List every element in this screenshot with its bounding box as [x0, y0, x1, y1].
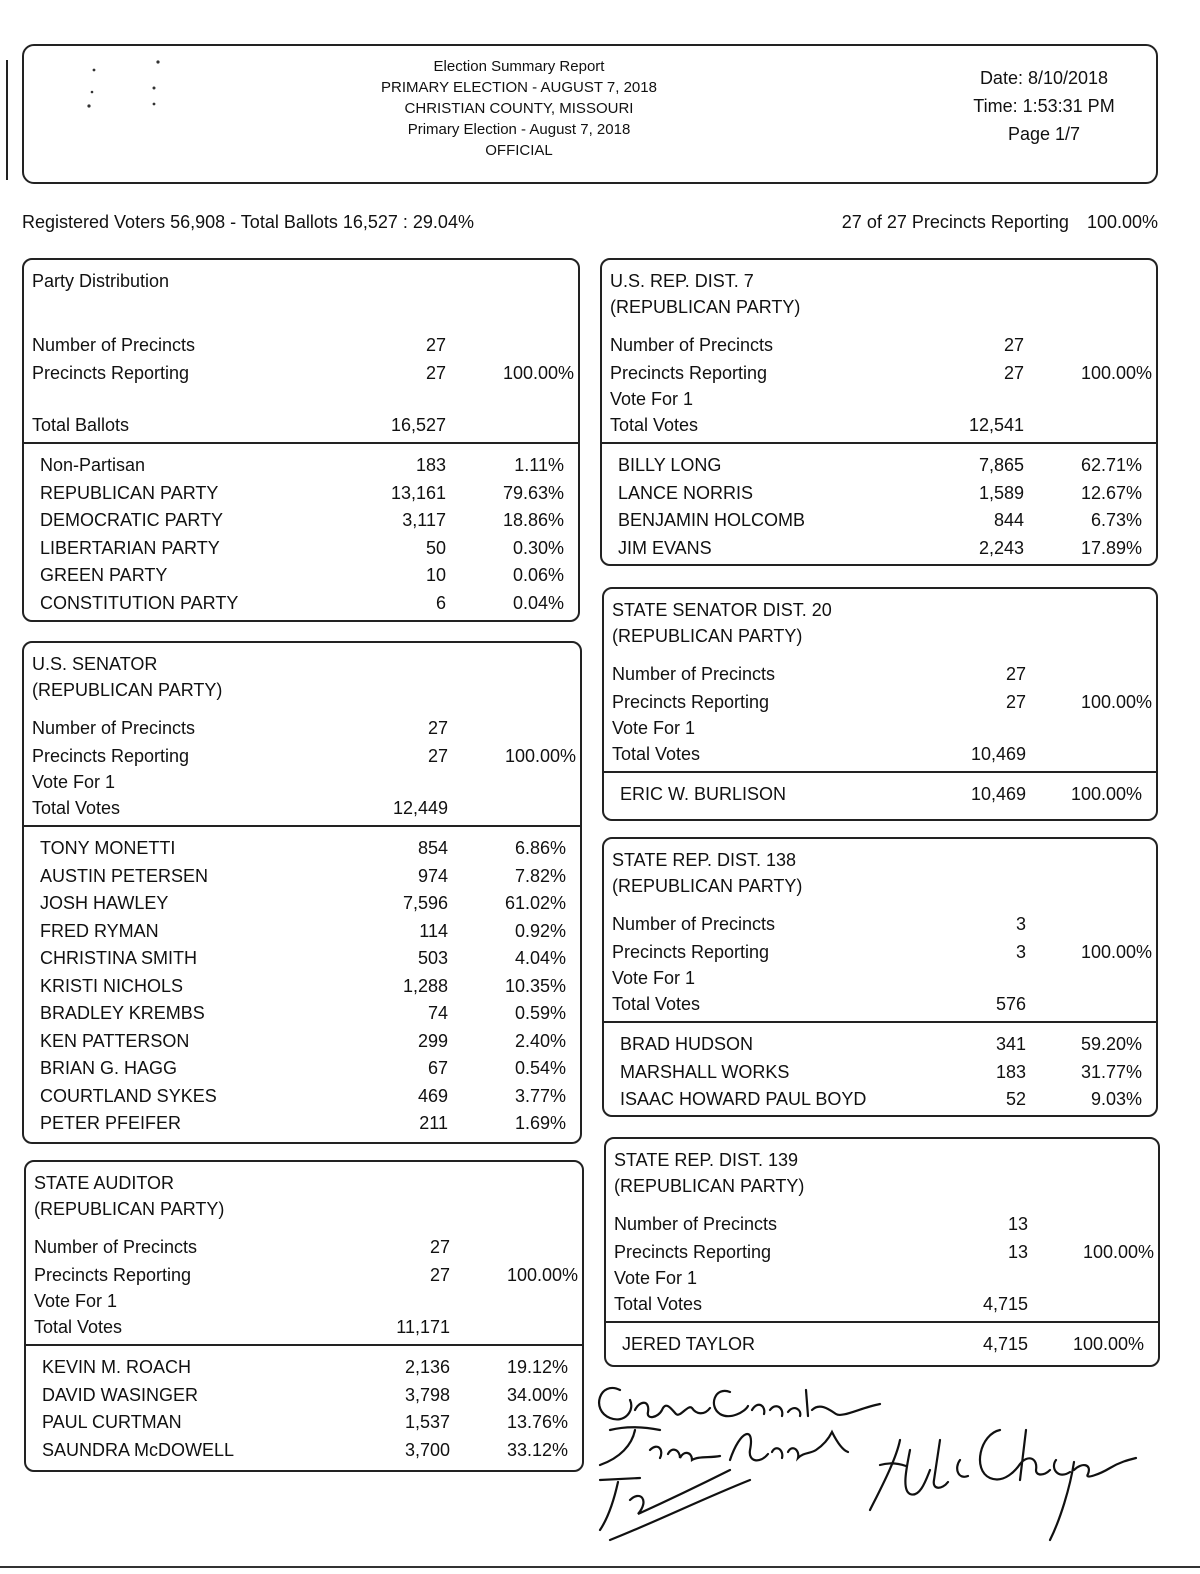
- result-votes: 7,865: [978, 455, 1024, 475]
- result-votes: 1,288: [402, 975, 448, 996]
- box-title-line: (REPUBLICAN PARTY): [32, 680, 223, 700]
- meta-value: 13: [1007, 1242, 1028, 1262]
- result-votes: 10: [425, 565, 446, 585]
- result-row: [24, 918, 580, 945]
- section-divider: [604, 1021, 1156, 1023]
- meta-row: [604, 661, 1156, 688]
- meta-row: [26, 1288, 582, 1315]
- result-percent: 1.11%: [514, 455, 564, 475]
- meta-value: 13: [1007, 1214, 1028, 1234]
- result-votes: 469: [417, 1085, 448, 1106]
- result-row: [24, 507, 578, 534]
- result-percent: 9.03%: [1090, 1089, 1142, 1109]
- section-divider: [24, 442, 578, 444]
- meta-value: 10,469: [970, 744, 1026, 764]
- box-title: [32, 268, 169, 294]
- box-title-line: (REPUBLICAN PARTY): [610, 297, 801, 317]
- county-name: CHRISTIAN COUNTY, MISSOURI: [404, 100, 634, 117]
- meta-label: Number of Precincts: [32, 335, 196, 355]
- result-percent: 0.06%: [512, 565, 564, 585]
- result-percent: 33.12%: [506, 1439, 568, 1460]
- result-label: DEMOCRATIC PARTY: [40, 510, 224, 530]
- meta-value: 27: [429, 1237, 450, 1257]
- meta-row: [602, 412, 1156, 439]
- result-percent: 0.04%: [512, 592, 564, 613]
- box-title-line: Party Distribution: [32, 271, 170, 291]
- result-votes: 503: [417, 948, 448, 968]
- result-row: [24, 890, 580, 917]
- box-title-line: U.S. REP. DIST. 7: [610, 271, 754, 291]
- meta-row: [26, 1234, 582, 1261]
- meta-row: [602, 386, 1156, 413]
- state-rep-dist-138-box: [602, 837, 1158, 1117]
- section-divider: [606, 1321, 1158, 1323]
- result-percent: 0.30%: [512, 537, 564, 558]
- result-label: CONSTITUTION PARTY: [40, 592, 239, 613]
- result-row: [604, 1086, 1156, 1113]
- result-label: SAUNDRA McDOWELL: [42, 1439, 235, 1460]
- meta-percent: 100.00%: [1080, 363, 1152, 383]
- section-divider: [602, 442, 1156, 444]
- box-title: [34, 1170, 224, 1222]
- meta-value: 27: [427, 746, 448, 766]
- meta-value: 27: [1005, 664, 1026, 684]
- meta-label: Precincts Reporting: [32, 363, 190, 383]
- meta-value: 27: [425, 363, 446, 383]
- meta-row: [606, 1265, 1158, 1292]
- section-divider: [24, 825, 580, 827]
- box-title-line: (REPUBLICAN PARTY): [612, 626, 803, 646]
- meta-row: [604, 911, 1156, 938]
- meta-row: [24, 795, 580, 822]
- result-label: BILLY LONG: [618, 455, 722, 475]
- result-label: CHRISTINA SMITH: [40, 948, 198, 968]
- result-votes: 67: [427, 1058, 448, 1078]
- meta-label: Total Votes: [612, 994, 701, 1014]
- meta-percent: 100.00%: [502, 363, 574, 383]
- result-votes: 3,117: [402, 510, 446, 530]
- meta-label: Number of Precincts: [612, 914, 776, 934]
- meta-label: Precincts Reporting: [614, 1242, 772, 1262]
- result-label: LIBERTARIAN PARTY: [40, 537, 220, 558]
- official-signatures: [580, 1370, 1140, 1560]
- result-row: [24, 835, 580, 862]
- meta-value: 576: [995, 994, 1026, 1014]
- registered-voters-text: Registered Voters 56,908 - Total Ballots 16,527 : 29.04%: [22, 212, 474, 232]
- election-name: PRIMARY ELECTION - AUGUST 7, 2018: [381, 79, 657, 96]
- scan-edge-mark: [6, 60, 8, 180]
- meta-label: Number of Precincts: [34, 1237, 198, 1257]
- meta-percent: 100.00%: [1080, 942, 1152, 962]
- result-percent: 100.00%: [1072, 1334, 1144, 1354]
- result-votes: 2,243: [978, 537, 1024, 558]
- result-votes: 7,596: [402, 893, 448, 913]
- result-row: [24, 590, 578, 617]
- meta-value: 27: [1003, 335, 1024, 355]
- result-percent: 7.82%: [514, 865, 566, 886]
- result-votes: 3,700: [404, 1439, 450, 1460]
- result-percent: 6.86%: [514, 838, 566, 858]
- result-votes: 10,469: [970, 784, 1026, 804]
- box-title-line: STATE REP. DIST. 138: [612, 850, 797, 870]
- meta-label: Vote For 1: [612, 718, 696, 738]
- result-row: [24, 562, 578, 589]
- result-row: [604, 1059, 1156, 1086]
- meta-value: 27: [1003, 363, 1024, 383]
- result-row: [602, 535, 1156, 562]
- box-title: [32, 651, 222, 703]
- meta-value: 27: [1005, 692, 1026, 712]
- result-percent: 62.71%: [1080, 455, 1142, 475]
- meta-value: 27: [429, 1265, 450, 1285]
- section-divider: [26, 1344, 582, 1346]
- meta-label: Number of Precincts: [612, 664, 776, 684]
- result-label: BRIAN G. HAGG: [40, 1058, 178, 1078]
- result-row: [24, 973, 580, 1000]
- meta-label: Number of Precincts: [614, 1214, 778, 1234]
- result-row: [24, 1000, 580, 1027]
- party-distribution-box: [22, 258, 580, 622]
- report-title-block: [344, 56, 694, 161]
- meta-label: Vote For 1: [610, 389, 694, 409]
- result-percent: 4.04%: [514, 948, 566, 968]
- meta-row: [604, 715, 1156, 742]
- result-percent: 59.20%: [1080, 1034, 1142, 1054]
- result-row: [24, 452, 578, 479]
- section-divider: [604, 771, 1156, 773]
- result-label: GREEN PARTY: [40, 565, 168, 585]
- meta-row: [24, 412, 578, 439]
- result-row: [602, 507, 1156, 534]
- box-title-line: STATE REP. DIST. 139: [614, 1150, 799, 1170]
- result-label: BRADLEY KREMBS: [40, 1003, 205, 1023]
- result-votes: 114: [419, 920, 448, 941]
- result-votes: 3,798: [404, 1384, 450, 1405]
- result-row: [24, 535, 578, 562]
- result-votes: 6: [435, 592, 446, 613]
- result-votes: 50: [425, 537, 446, 558]
- meta-value: 12,449: [392, 798, 448, 818]
- meta-row: [24, 743, 580, 770]
- meta-row: [24, 769, 580, 796]
- us-rep-dist-7-box: [600, 258, 1158, 566]
- result-percent: 19.12%: [506, 1357, 568, 1377]
- result-percent: 6.73%: [1090, 510, 1142, 530]
- meta-row: [602, 332, 1156, 359]
- official-label: OFFICIAL: [485, 142, 553, 159]
- result-votes: 52: [1005, 1089, 1026, 1109]
- result-label: FRED RYMAN: [40, 920, 159, 941]
- meta-label: Number of Precincts: [32, 718, 196, 738]
- result-label: COURTLAND SYKES: [40, 1085, 217, 1106]
- meta-label: Precincts Reporting: [612, 692, 770, 712]
- result-label: KEVIN M. ROACH: [42, 1357, 192, 1377]
- result-votes: 2,136: [404, 1357, 450, 1377]
- result-row: [24, 1055, 580, 1082]
- box-title: [614, 1147, 804, 1199]
- result-label: ERIC W. BURLISON: [620, 784, 787, 804]
- meta-row: [604, 939, 1156, 966]
- result-row: [604, 781, 1156, 808]
- box-title: [612, 597, 832, 649]
- result-label: PAUL CURTMAN: [42, 1412, 182, 1432]
- result-percent: 79.63%: [502, 482, 564, 503]
- meta-percent: 100.00%: [506, 1265, 578, 1285]
- meta-row: [604, 689, 1156, 716]
- result-row: [602, 480, 1156, 507]
- report-title: Election Summary Report: [433, 58, 605, 75]
- precincts-reporting-pct: 100.00%: [1086, 212, 1158, 232]
- precincts-reporting-text: 27 of 27 Precincts Reporting: [841, 212, 1069, 232]
- box-title-line: STATE SENATOR DIST. 20: [612, 600, 832, 620]
- result-label: REPUBLICAN PARTY: [40, 482, 219, 503]
- meta-row: [26, 1262, 582, 1289]
- result-percent: 34.00%: [506, 1384, 568, 1405]
- meta-label: Vote For 1: [612, 968, 696, 988]
- result-label: MARSHALL WORKS: [620, 1061, 790, 1082]
- meta-label: Total Ballots: [32, 415, 130, 435]
- result-row: [26, 1409, 582, 1436]
- meta-row: [606, 1239, 1158, 1266]
- result-percent: 1.69%: [514, 1113, 566, 1133]
- meta-row: [24, 332, 578, 359]
- result-row: [24, 480, 578, 507]
- result-votes: 1,537: [404, 1412, 450, 1432]
- result-row: [606, 1331, 1158, 1358]
- state-auditor-box: [24, 1160, 584, 1472]
- result-votes: 341: [995, 1034, 1026, 1054]
- result-row: [26, 1437, 582, 1464]
- meta-row: [604, 741, 1156, 768]
- report-meta: [944, 64, 1144, 148]
- result-votes: 13,161: [390, 482, 446, 503]
- result-label: KRISTI NICHOLS: [40, 975, 184, 996]
- meta-row: [602, 360, 1156, 387]
- result-votes: 74: [427, 1003, 448, 1023]
- result-row: [24, 863, 580, 890]
- result-label: JERED TAYLOR: [622, 1334, 756, 1354]
- report-time: Time: 1:53:31 PM: [973, 96, 1115, 116]
- meta-label: Total Votes: [32, 798, 121, 818]
- result-label: BRAD HUDSON: [620, 1034, 754, 1054]
- meta-label: Precincts Reporting: [34, 1265, 192, 1285]
- result-label: PETER PFEIFER: [40, 1113, 182, 1133]
- meta-row: [24, 360, 578, 387]
- meta-value: 16,527: [390, 415, 446, 435]
- result-votes: 183: [995, 1061, 1026, 1082]
- result-votes: 1,589: [978, 482, 1024, 503]
- box-title-line: STATE AUDITOR: [34, 1173, 175, 1193]
- result-percent: 2.40%: [514, 1030, 566, 1051]
- result-label: TONY MONETTI: [40, 838, 176, 858]
- result-percent: 0.54%: [514, 1058, 566, 1078]
- meta-label: Total Votes: [614, 1294, 703, 1314]
- box-title-line: (REPUBLICAN PARTY): [34, 1199, 225, 1219]
- result-votes: 4,715: [982, 1334, 1028, 1354]
- state-rep-dist-139-box: [604, 1137, 1160, 1367]
- result-row: [24, 945, 580, 972]
- result-votes: 211: [419, 1113, 448, 1133]
- result-label: Non-Partisan: [40, 455, 146, 475]
- meta-label: Total Votes: [34, 1317, 123, 1337]
- result-percent: 61.02%: [504, 893, 566, 913]
- box-title: [610, 268, 800, 320]
- result-percent: 17.89%: [1080, 537, 1142, 558]
- result-percent: 18.86%: [502, 510, 564, 530]
- meta-row: [606, 1291, 1158, 1318]
- meta-label: Total Votes: [612, 744, 701, 764]
- meta-label: Precincts Reporting: [32, 746, 190, 766]
- meta-value: 27: [427, 718, 448, 738]
- result-label: JOSH HAWLEY: [40, 893, 169, 913]
- result-row: [24, 1110, 580, 1137]
- page-number: Page 1/7: [1007, 124, 1081, 144]
- county-seal-icon: [54, 56, 164, 116]
- result-row: [26, 1382, 582, 1409]
- box-title-line: (REPUBLICAN PARTY): [614, 1176, 805, 1196]
- result-votes: 854: [417, 838, 448, 858]
- result-percent: 100.00%: [1070, 784, 1142, 804]
- report-header: [22, 44, 1158, 184]
- meta-value: 11,171: [396, 1317, 450, 1337]
- meta-row: [604, 965, 1156, 992]
- result-votes: 299: [417, 1030, 448, 1051]
- result-row: [602, 452, 1156, 479]
- result-label: DAVID WASINGER: [42, 1384, 199, 1405]
- box-title-line: U.S. SENATOR: [32, 654, 158, 674]
- meta-row: [26, 1314, 582, 1341]
- meta-percent: 100.00%: [1082, 1242, 1154, 1262]
- meta-value: 3: [1015, 942, 1026, 962]
- result-label: LANCE NORRIS: [618, 482, 754, 503]
- result-label: AUSTIN PETERSEN: [40, 865, 209, 886]
- meta-label: Total Votes: [610, 415, 699, 435]
- report-date: Date: 8/10/2018: [979, 68, 1109, 88]
- precincts-reporting-summary: [842, 212, 1158, 233]
- result-label: JIM EVANS: [618, 537, 712, 558]
- result-label: BENJAMIN HOLCOMB: [618, 510, 806, 530]
- meta-row: [604, 991, 1156, 1018]
- result-percent: 13.76%: [506, 1412, 568, 1432]
- result-row: [26, 1354, 582, 1381]
- result-label: KEN PATTERSON: [40, 1030, 190, 1051]
- result-votes: 844: [993, 510, 1024, 530]
- result-label: ISAAC HOWARD PAUL BOYD: [620, 1089, 867, 1109]
- result-percent: 0.92%: [514, 920, 566, 941]
- result-votes: 183: [415, 455, 446, 475]
- state-senator-dist-20-box: [602, 587, 1158, 821]
- meta-row: [606, 1211, 1158, 1238]
- result-votes: 974: [417, 865, 448, 886]
- scan-bottom-edge: [0, 1566, 1200, 1568]
- meta-label: Precincts Reporting: [610, 363, 768, 383]
- meta-value: 27: [425, 335, 446, 355]
- result-row: [24, 1028, 580, 1055]
- election-subtitle: Primary Election - August 7, 2018: [407, 121, 631, 138]
- result-percent: 31.77%: [1080, 1061, 1142, 1082]
- meta-value: 3: [1015, 914, 1026, 934]
- meta-percent: 100.00%: [504, 746, 576, 766]
- turnout-summary: [22, 212, 1158, 233]
- meta-label: Precincts Reporting: [612, 942, 770, 962]
- meta-label: Vote For 1: [32, 772, 116, 792]
- meta-percent: 100.00%: [1080, 692, 1152, 712]
- box-title: [612, 847, 802, 899]
- meta-label: Number of Precincts: [610, 335, 774, 355]
- result-percent: 12.67%: [1080, 482, 1142, 503]
- result-row: [604, 1031, 1156, 1058]
- meta-label: Vote For 1: [614, 1268, 698, 1288]
- result-percent: 0.59%: [514, 1003, 566, 1023]
- result-percent: 10.35%: [504, 975, 566, 996]
- meta-value: 12,541: [968, 415, 1024, 435]
- meta-value: 4,715: [982, 1294, 1028, 1314]
- us-senator-box: [22, 641, 582, 1144]
- result-percent: 3.77%: [514, 1085, 566, 1106]
- meta-row: [24, 715, 580, 742]
- box-title-line: (REPUBLICAN PARTY): [612, 876, 803, 896]
- meta-label: Vote For 1: [34, 1291, 118, 1311]
- result-row: [24, 1083, 580, 1110]
